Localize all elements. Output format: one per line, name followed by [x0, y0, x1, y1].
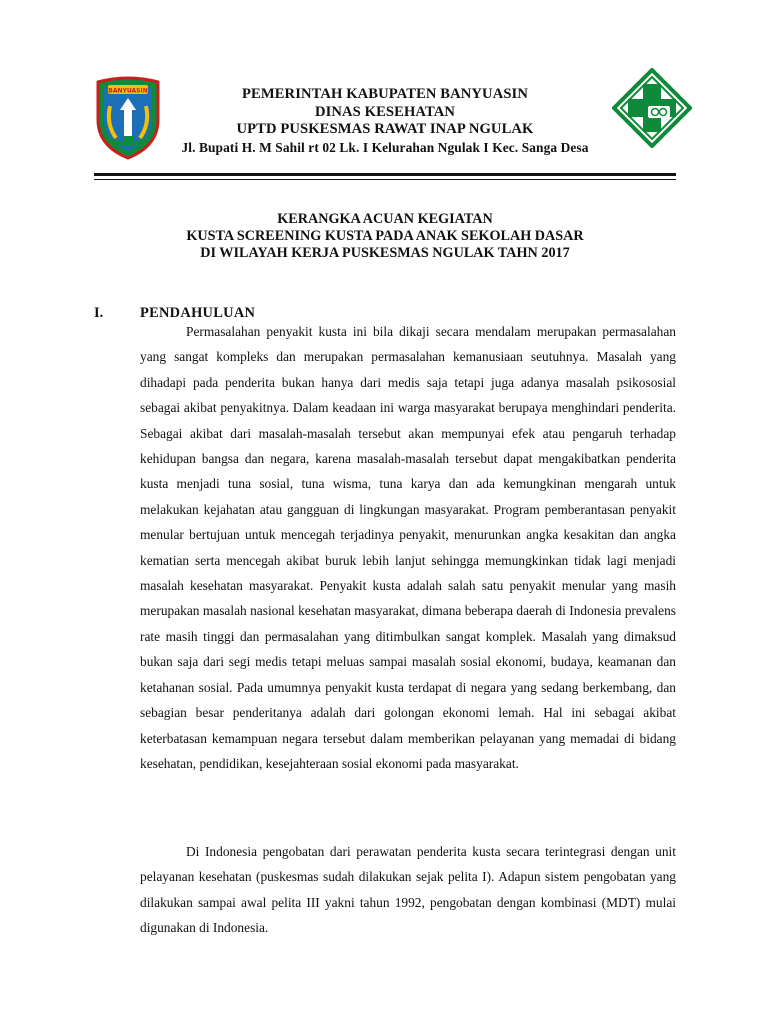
letterhead-address: Jl. Bupati H. M Sahil rt 02 Lk. I Kelurahan Ngulak I Kec. Sanga Desa: [181, 139, 589, 155]
title-line-2: KUSTA SCREENING KUSTA PADA ANAK SEKOLAH DASAR: [186, 228, 584, 245]
letterhead: [170, 86, 600, 156]
document-title: [94, 211, 676, 263]
letterhead-line-1: PEMERINTAH KABUPATEN BANYUASIN: [242, 86, 528, 102]
puskesmas-logo-icon: [612, 68, 692, 148]
title-line-1: KERANGKA ACUAN KEGIATAN: [277, 211, 493, 227]
body-paragraph-1: Permasalahan penyakit kusta ini bila dikaji secara mendalam merupakan permasalahan yang sangat kompleks dan merupakan permasalahan kemanusiaan seutuhnya. Masalah yang dihadapi pada penderita bukan hanya dari medis saja tetapi juga adanya masalah psikososial sebagai akibat penyakitnya. Dalam keadaan ini warga masyarakat berupaya menghindari penderita. Sebagai akibat dari masalah-masalah tersebut akan mempunyai efek atau pengaruh terhadap kehidupan bangsa dan negara, karena masalah-masalah tersebut dapat mengakibatkan penderita kusta menjadi tuna sosial, tuna wisma, tuna karya dan ada kemungkinan mengarah untuk melakukan kejahatan atau gangguan di lingkungan masyarakat. Program pemberantasan penyakit menular bertujuan untuk mencegah terjadinya penyakit, menurunkan angka kesakitan dan angka kematian serta mencegah akibat buruk lebih lanjut sehingga memungkinkan tidak lagi menjadi masalah kesehatan masyarakat. Penyakit kusta adalah salah satu penyakit menular yang masih merupakan masalah nasional kesehatan masyarakat, dimana beberapa daerah di Indonesia prevalens rate masih tinggi dan permasalahan yang ditimbulkan sangat komplek. Masalah yang dimaksud bukan saja dari segi medis tetapi meluas sampai masalah sosial ekonomi, budaya, keamanan dan ketahanan sosial. Pada umumnya penyakit kusta terdapat di negara yang sedang berkembang, dan sebagian besar penderitanya adalah dari golongan ekonomi lemah. Hal ini sebagai akibat keterbatasan kemampuan negara tersebut dalam memberikan pelayanan yang memadai di bidang kesehatan, pendidikan, kesejahteraan sosial ekonomi pada masyarakat.: [140, 324, 676, 771]
section-number: I.: [94, 305, 104, 321]
crest-label: BANYUASIN: [108, 87, 148, 95]
section-heading: PENDAHULUAN: [140, 305, 256, 321]
title-line-3: DI WILAYAH KERJA PUSKESMAS NGULAK TAHN 2017: [200, 245, 570, 262]
body-paragraph-2: Di Indonesia pengobatan dari perawatan penderita kusta secara terintegrasi dengan unit pelayanan kesehatan (puskesmas sudah dilakukan sejak pelita I). Adapun sistem pengobatan yang dilakukan sampai awal pelita III yakni tahun 1992, pengobatan dengan kombinasi (MDT) mulai digunakan di Indonesia.: [140, 844, 676, 936]
letterhead-line-3: UPTD PUSKESMAS RAWAT INAP NGULAK: [236, 121, 534, 137]
letterhead-divider-thick: [94, 173, 676, 176]
letterhead-divider-thin: [94, 179, 676, 180]
letterhead-line-2: DINAS KESEHATAN: [314, 103, 456, 120]
